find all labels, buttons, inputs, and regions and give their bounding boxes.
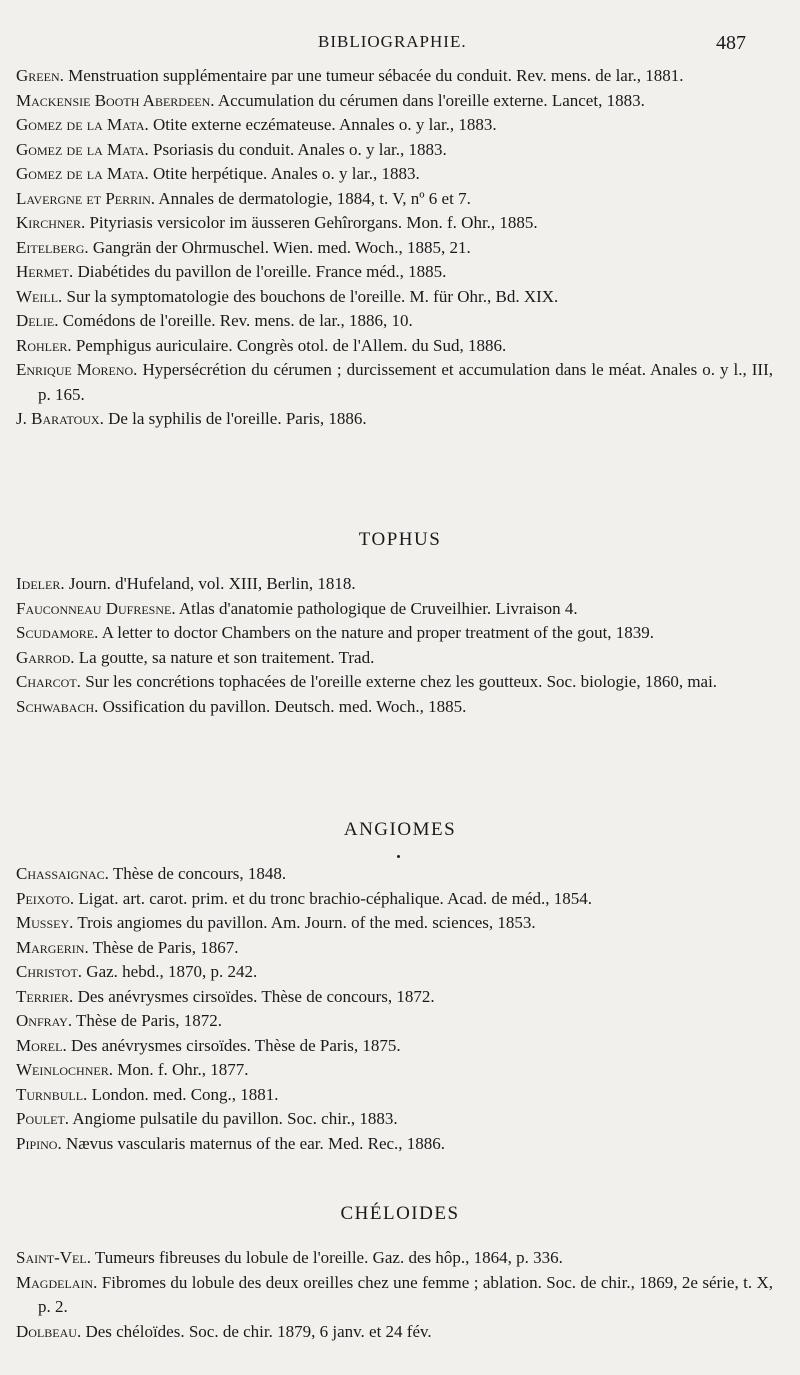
tophus-heading-wrap (0, 528, 800, 552)
bib-entry (12, 1034, 773, 1059)
entry-text: Gangrän der Ohrmuschel. Wien. med. Woch., 1885, 21. (88, 237, 471, 257)
bib-entry (12, 1009, 773, 1034)
entry-author: J. Baratoux. (16, 409, 104, 428)
entry-author: Mussey. (16, 913, 74, 932)
entry-text: Menstruation supplémentaire par une tumeur sébacée du conduit. Rev. mens. de lar., 1881. (63, 66, 684, 85)
bib-entry (12, 285, 773, 310)
bib-entry (12, 260, 773, 285)
entry-author: Saint-Vel. (16, 1248, 91, 1267)
entry-text: Sur les concrétions tophacées de l'oreille externe chez les goutteux. Soc. biologie, 1860, mai. (80, 672, 718, 691)
bib-entry (12, 985, 773, 1010)
section-title-tophus: TOPHUS (358, 529, 442, 550)
entry-author: Pipino. (16, 1133, 62, 1153)
bib-entry (12, 887, 773, 912)
bibliography-general-list (0, 64, 800, 432)
bib-entry (12, 64, 773, 89)
entry-author: Chassaignac. (16, 864, 109, 883)
entry-text: Diabétides du pavillon de l'oreille. France méd., 1885. (73, 262, 447, 281)
entry-author: Morel. (16, 1035, 67, 1055)
entry-author: Christot. (16, 962, 83, 981)
entry-author: Onfray. (16, 1011, 73, 1030)
tophus-list (0, 572, 800, 719)
bib-entry (12, 236, 773, 261)
entry-author: Garrod. (16, 647, 75, 667)
entry-author: Lavergne et Perrin. (16, 188, 156, 208)
bib-entry (12, 572, 773, 597)
bib-entry (12, 138, 773, 163)
bib-entry (12, 597, 773, 622)
stray-dot-mark (397, 855, 400, 858)
entry-text: Ossification du pavillon. Deutsch. med. Woch., 1885. (98, 696, 467, 716)
entry-author: Peixoto. (16, 888, 75, 908)
entry-text: Nævus vascularis maternus of the ear. Med. Rec., 1886. (61, 1133, 446, 1153)
bib-entry (12, 113, 773, 138)
entry-author: Charcot. (16, 672, 81, 691)
page-header (0, 30, 800, 60)
bib-entry (12, 162, 773, 187)
running-title: BIBLIOGRAPHIE. (318, 32, 467, 51)
entry-author: Magdelain. (16, 1272, 98, 1292)
entry-text: Comédons de l'oreille. Rev. mens. de lar., 1886, 10. (58, 311, 413, 330)
entry-text: Trois angiomes du pavillon. Am. Journ. of the med. sciences, 1853. (73, 913, 536, 932)
bib-entry (12, 1320, 773, 1345)
bib-entry (12, 309, 773, 334)
bib-entry (12, 1132, 773, 1157)
entry-text: Tumeurs fibreuses du lobule de l'oreille. Gaz. des hôp., 1864, p. 336. (90, 1248, 563, 1267)
entry-author: Ideler. (16, 574, 65, 593)
entry-author: Dolbeau. (16, 1321, 82, 1341)
bib-entry (12, 1246, 773, 1271)
cheloides-heading-wrap (0, 1202, 800, 1226)
entry-text: Thèse de Paris, 1867. (88, 937, 239, 957)
entry-text: Pityriasis versicolor im äusseren Gehîrorgans. Mon. f. Ohr., 1885. (85, 213, 538, 232)
entry-author: Scudamore. (16, 623, 99, 642)
entry-author: Gomez de la Mata. (16, 164, 149, 183)
entry-text: Thèse de concours, 1848. (108, 864, 287, 883)
entry-text: Journ. d'Hufeland, vol. XIII, Berlin, 1818. (64, 574, 356, 593)
entry-text: Annales de dermatologie, 1884, t. V, nº 6 et 7. (155, 188, 471, 208)
entry-author: Rohler. (16, 335, 72, 355)
entry-text: Atlas d'anatomie pathologique de Cruveilhier. Livraison 4. (175, 598, 578, 618)
entry-text: Thèse de Paris, 1872. (72, 1011, 222, 1030)
entry-text: Sur la symptomatologie des bouchons de l'oreille. M. für Ohr., Bd. XIX. (62, 286, 559, 306)
entry-author: Poulet. (16, 1109, 70, 1128)
bib-entry (12, 911, 773, 936)
entry-text: Des anévrysmes cirsoïdes. Thèse de Paris, 1875. (66, 1035, 401, 1055)
angiomes-heading-wrap (0, 818, 800, 842)
bib-entry (12, 1058, 773, 1083)
entry-author: Eitelberg. (16, 237, 89, 257)
entry-text: A letter to doctor Chambers on the nature and proper treatment of the gout, 1839. (98, 623, 655, 642)
entry-author: Fauconneau Dufresne. (16, 598, 176, 618)
entry-text: Angiome pulsatile du pavillon. Soc. chir., 1883. (69, 1109, 398, 1128)
entry-author: Margerin. (16, 937, 89, 957)
bib-entry (12, 621, 773, 646)
entry-text: Otite herpétique. Anales o. y lar., 1883. (148, 164, 420, 183)
entry-text: Mon. f. Ohr., 1877. (112, 1060, 249, 1079)
bib-entry (12, 407, 773, 432)
entry-text: Gaz. hebd., 1870, p. 242. (82, 962, 258, 981)
entry-author: Kirchner. (16, 213, 86, 232)
bib-entry (12, 646, 773, 671)
entry-text: Otite externe eczémateuse. Annales o. y lar., 1883. (148, 115, 497, 134)
entry-text: La goutte, sa nature et son traitement. Trad. (74, 647, 375, 667)
entry-author: Green. (16, 66, 64, 85)
bib-entry (12, 862, 773, 887)
entry-text: De la syphilis de l'oreille. Paris, 1886. (103, 409, 367, 428)
entry-author: Gomez de la Mata. (16, 139, 149, 159)
entry-author: Gomez de la Mata. (16, 115, 149, 134)
page-number: 487 (716, 32, 746, 54)
bib-entry (12, 1271, 773, 1320)
bib-entry (12, 936, 773, 961)
entry-author: Weill. (16, 286, 63, 306)
entry-text: Ligat. art. carot. prim. et du tronc brachio-céphalique. Acad. de méd., 1854. (74, 888, 593, 908)
bib-entry (12, 695, 773, 720)
entry-author: Enrique Moreno. (16, 360, 138, 379)
entry-author: Terrier. (16, 986, 74, 1006)
bib-entry (12, 89, 773, 114)
entry-author: Mackensie Booth Aberdeen. (16, 90, 215, 110)
entry-text: London. med. Cong., 1881. (87, 1084, 279, 1104)
entry-text: Fibromes du lobule des deux oreilles chez une femme ; ablation. Soc. de chir., 1869, 2e série, t. X, p. 2. (38, 1272, 773, 1316)
entry-author: Turnbull. (16, 1084, 88, 1104)
section-title-angiomes: ANGIOMES (343, 819, 457, 840)
bib-entry (12, 1083, 773, 1108)
cheloides-list (0, 1246, 800, 1344)
entry-text: Psoriasis du conduit. Anales o. y lar., 1883. (148, 139, 447, 159)
entry-author: Schwabach. (16, 696, 99, 716)
section-title-cheloides: CHÉLOIDES (340, 1203, 460, 1224)
angiomes-list (0, 862, 800, 1156)
entry-text: Accumulation du cérumen dans l'oreille externe. Lancet, 1883. (214, 90, 645, 110)
entry-author: Weinlochner. (16, 1060, 113, 1079)
bib-entry (12, 211, 773, 236)
bib-entry (12, 358, 773, 407)
entry-author: Hermet. (16, 262, 74, 281)
bib-entry (12, 670, 773, 695)
bib-entry (12, 960, 773, 985)
bib-entry (12, 187, 773, 212)
entry-text: Des chéloïdes. Soc. de chir. 1879, 6 janv. et 24 fév. (81, 1321, 432, 1341)
entry-text: Des anévrysmes cirsoïdes. Thèse de concours, 1872. (73, 986, 435, 1006)
entry-text: Pemphigus auriculaire. Congrès otol. de l'Allem. du Sud, 1886. (71, 335, 507, 355)
bib-entry (12, 1107, 773, 1132)
entry-text: Hypersécrétion du cérumen ; durcissement et accumulation dans le méat. Anales o. y l., III, p. 165. (38, 360, 773, 404)
bib-entry (12, 334, 773, 359)
entry-author: Delie. (16, 311, 59, 330)
